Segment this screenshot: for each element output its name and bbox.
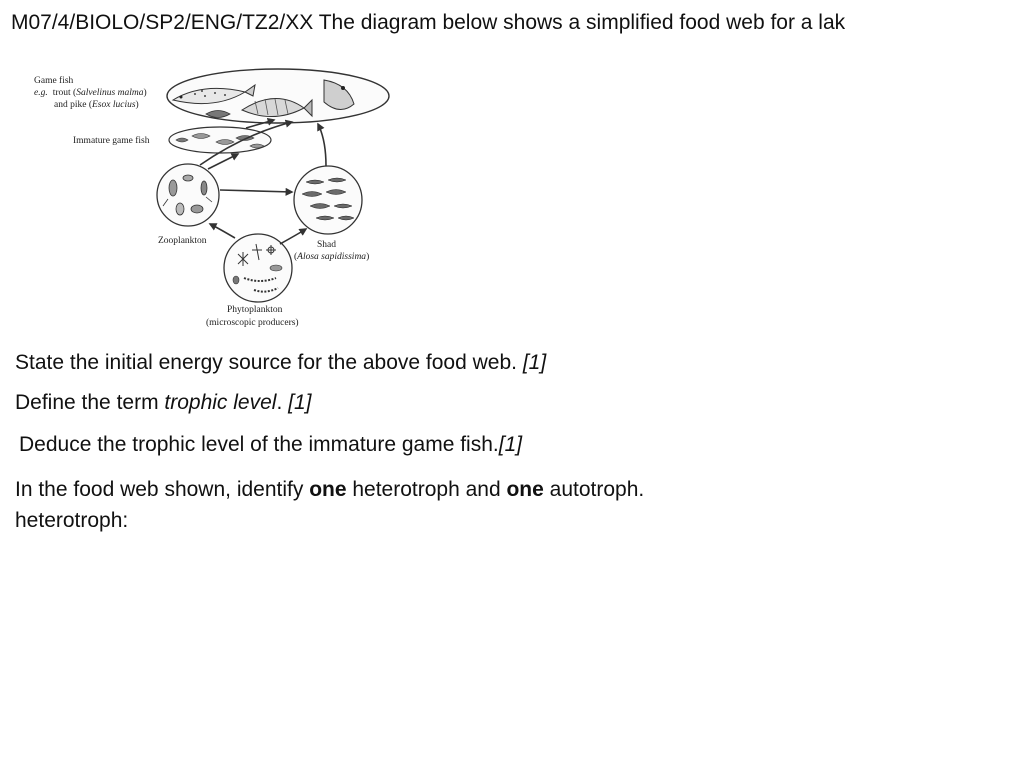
phytoplankton-label: Phytoplankton <box>227 305 283 315</box>
immature-game-fish-oval <box>169 127 271 153</box>
phytoplankton-circle <box>224 234 292 302</box>
game-fish-pike-label: and pike (Esox lucius) <box>54 100 139 110</box>
question-energy-source: State the initial energy source for the above food web. [1] <box>15 351 547 374</box>
phytoplankton-sub-label: (microscopic producers) <box>206 318 299 328</box>
question-define-trophic-level: Define the term trophic level. [1] <box>15 391 312 414</box>
shad-circle <box>294 166 362 234</box>
question-identify-organisms: In the food web shown, identify one heterotroph and one autotroph. <box>15 478 645 501</box>
page-header: M07/4/BIOLO/SP2/ENG/TZ2/XX The diagram below shows a simplified food web for a lak <box>11 11 846 34</box>
shad-species-label: (Alosa sapidissima) <box>294 252 370 262</box>
game-fish-oval <box>167 69 389 123</box>
arrow-shad-to-game-fish <box>318 124 326 166</box>
term-trophic-level: trophic level <box>164 391 277 414</box>
zooplankton-circle <box>157 164 219 226</box>
marks-q2: [1] <box>288 391 312 414</box>
food-web-diagram <box>30 66 390 336</box>
game-fish-trout-label: e.g. trout (Salvelinus malma) <box>34 88 147 98</box>
immature-game-fish-label: Immature game fish <box>73 136 150 146</box>
game-fish-label: Game fish <box>34 76 74 86</box>
arrow-phyto-to-zoo <box>210 224 235 238</box>
question-immature-trophic-level: Deduce the trophic level of the immature game fish.[1] <box>19 433 523 456</box>
arrow-zoo-to-shad <box>220 190 292 192</box>
zooplankton-label: Zooplankton <box>158 236 207 246</box>
arrow-phyto-to-shad <box>280 229 306 244</box>
marks-q3: [1] <box>498 433 523 456</box>
shad-label: Shad <box>317 240 336 250</box>
heterotroph-answer-label: heterotroph: <box>15 509 129 532</box>
marks-q1: [1] <box>522 351 547 374</box>
